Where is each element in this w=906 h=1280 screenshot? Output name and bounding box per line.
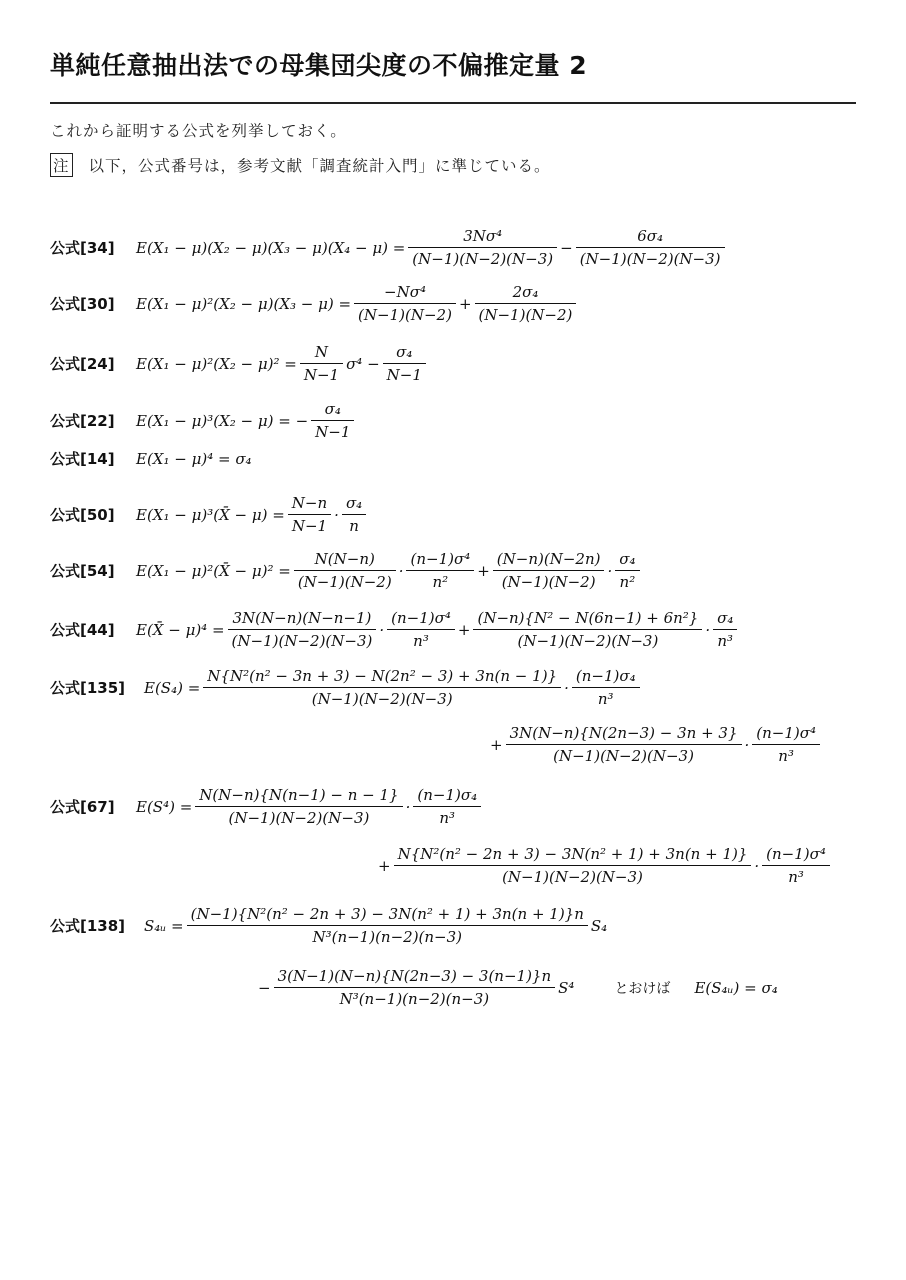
- formula-tail: S⁴: [558, 978, 575, 997]
- fraction-denominator: (N−1)(N−2): [358, 306, 452, 324]
- formula-lhs: E(S₄) =: [144, 678, 201, 697]
- fraction-numerator: 3N(N−n){N(2n−3) − 3n + 3}: [509, 724, 738, 742]
- fraction-denominator: (N−1)(N−2): [501, 573, 596, 591]
- formula-label: 公式[54]: [50, 562, 115, 580]
- formula-lhs: E(X₁ − μ)²(X₂ − μ)² =: [136, 354, 297, 373]
- formula-tail: S₄: [590, 916, 608, 935]
- fraction-denominator: n³: [778, 747, 794, 765]
- note-text: 以下，公式番号は，参考文献「調査統計入門」に準じている。: [88, 157, 551, 175]
- fraction-numerator: (n−1)σ⁴: [391, 609, 451, 627]
- fraction-numerator: 2σ₄: [512, 283, 539, 301]
- fraction: [288, 494, 331, 535]
- fraction-denominator: N−1: [315, 423, 351, 441]
- dot-operator: ·: [744, 735, 750, 754]
- formula-label: 公式[14]: [50, 450, 115, 468]
- fraction-denominator: (N−1)(N−2)(N−3): [579, 250, 721, 268]
- formula-lhs: E(X₁ − μ)²(X̄ − μ)² =: [136, 561, 291, 580]
- fraction: [475, 283, 577, 324]
- fraction: [408, 227, 557, 268]
- fraction-denominator: n³: [788, 868, 804, 886]
- fraction-denominator: n²: [619, 573, 636, 591]
- dot-operator: ·: [564, 678, 569, 697]
- fraction-numerator: 3(N−1)(N−n){N(2n−3) − 3(n−1)}n: [277, 967, 552, 985]
- fraction-denominator: (N−1)(N−2)(N−3): [553, 747, 694, 765]
- fraction-denominator: n³: [439, 809, 456, 827]
- operator: −: [560, 238, 573, 257]
- operator: +: [457, 620, 471, 639]
- fraction: [274, 967, 556, 1008]
- fraction-numerator: N{N²(n² − 2n + 3) − 3N(n² + 1) + 3n(n + 1)}: [397, 845, 748, 863]
- formula-lhs: S₄ᵤ =: [144, 916, 184, 935]
- formula-label: 公式[30]: [50, 295, 115, 313]
- intro-text: これから証明する公式を列挙しておく。: [50, 122, 347, 140]
- operator: +: [458, 294, 472, 313]
- fraction-denominator: N³(n−1)(n−2)(n−3): [339, 990, 490, 1008]
- fraction: [394, 845, 752, 886]
- fraction-denominator: n²: [432, 573, 449, 591]
- fraction: [752, 724, 820, 765]
- formula-row: [50, 550, 643, 591]
- fraction-denominator: (N−1)(N−2): [478, 306, 573, 324]
- fraction: [383, 343, 426, 384]
- formula-row: [50, 343, 429, 384]
- formula-lhs: E(X₁ − μ)³(X̄ − μ) =: [136, 505, 285, 524]
- formula-row: [50, 667, 643, 708]
- fraction-denominator: N³(n−1)(n−2)(n−3): [312, 928, 463, 946]
- fraction: [713, 609, 737, 650]
- fraction: [203, 667, 561, 708]
- fraction-numerator: (N−n)(N−2n): [496, 550, 601, 568]
- formula-lhs: E(X̄ − μ)⁴ =: [136, 620, 225, 639]
- formula-label: 公式[22]: [50, 412, 115, 430]
- fraction-numerator: (n−1)σ₄: [575, 667, 636, 685]
- formula-lhs: E(X₁ − μ)(X₂ − μ)(X₃ − μ)(X₄ − μ) =: [136, 238, 406, 257]
- fraction-numerator: (n−1)σ⁴: [410, 550, 471, 568]
- fraction-numerator: N: [314, 343, 328, 361]
- fraction-denominator: n³: [413, 632, 429, 650]
- dot-operator: ·: [754, 856, 760, 875]
- formula-lhs: E(X₁ − μ)³(X₂ − μ) = −: [136, 411, 309, 430]
- formula-label: 公式[135]: [50, 679, 126, 697]
- formula-row: [50, 494, 369, 535]
- fraction: [311, 400, 354, 441]
- fraction-numerator: (n−1)σ⁴: [766, 845, 826, 863]
- fraction-denominator: N−1: [386, 366, 422, 384]
- fraction-denominator: (N−1)(N−2)(N−3): [228, 809, 370, 827]
- formula-label: 公式[34]: [50, 239, 115, 257]
- dot-operator: ·: [705, 620, 711, 639]
- formula-row: [50, 609, 740, 650]
- dot-operator: ·: [334, 505, 339, 524]
- fraction: [228, 609, 377, 650]
- fraction-numerator: −Nσ⁴: [384, 283, 426, 301]
- fraction-denominator: (N−1)(N−2)(N−3): [517, 632, 659, 650]
- title-divider: [50, 102, 856, 104]
- formula-row: [50, 283, 579, 324]
- fraction-numerator: (N−1){N²(n² − 2n + 3) − 3N(n² + 1) + 3n(n + 1)}n: [190, 905, 584, 923]
- fraction: [187, 905, 588, 946]
- formula-continuation: [490, 724, 823, 765]
- formula-continuation: [258, 967, 778, 1008]
- fraction-numerator: (n−1)σ⁴: [756, 724, 817, 742]
- fraction: [572, 667, 640, 708]
- fraction-numerator: (n−1)σ₄: [417, 786, 478, 804]
- formula-label: 公式[138]: [50, 917, 126, 935]
- operator: −: [258, 978, 271, 997]
- fraction: [354, 283, 456, 324]
- fraction: [473, 609, 702, 650]
- formula-lhs: E(X₁ − μ)²(X₂ − μ)(X₃ − μ) =: [136, 294, 352, 313]
- formula-row: [50, 400, 357, 441]
- fraction: [387, 609, 455, 650]
- fraction-numerator: (N−n){N² − N(6n−1) + 6n²}: [477, 609, 699, 627]
- note-line: [50, 153, 551, 177]
- operator: +: [378, 856, 391, 875]
- formula-label: 公式[67]: [50, 798, 115, 816]
- fraction-denominator: n: [349, 517, 359, 535]
- formula-label: 公式[24]: [50, 355, 115, 373]
- fraction-numerator: 6σ₄: [637, 227, 664, 245]
- formula-row: [50, 227, 728, 268]
- fraction: [762, 845, 830, 886]
- fraction: [493, 550, 605, 591]
- fraction: [294, 550, 396, 591]
- fraction-numerator: N−n: [291, 494, 328, 512]
- operator: +: [477, 561, 490, 580]
- fraction-denominator: (N−1)(N−2)(N−3): [231, 632, 373, 650]
- fraction-numerator: N(N−n): [314, 550, 375, 568]
- fraction-denominator: (N−1)(N−2): [297, 573, 392, 591]
- formula-lhs: E(X₁ − μ)⁴ = σ₄: [136, 449, 252, 468]
- dot-operator: ·: [398, 561, 404, 580]
- fraction-numerator: σ₄: [324, 400, 341, 418]
- fraction: [576, 227, 725, 268]
- formula-result: E(S₄ᵤ) = σ₄: [694, 978, 778, 997]
- fraction-denominator: N−1: [303, 366, 340, 384]
- fraction-numerator: σ₄: [345, 494, 363, 512]
- formula-row: [50, 786, 484, 827]
- fraction-denominator: N−1: [291, 517, 328, 535]
- dot-operator: ·: [405, 797, 411, 816]
- dot-operator: ·: [379, 620, 385, 639]
- condition-text: とおけば: [614, 980, 671, 997]
- formula-row: [50, 905, 607, 946]
- fraction-numerator: 3Nσ⁴: [463, 227, 503, 245]
- operator: +: [490, 735, 503, 754]
- formula-row: [50, 448, 252, 469]
- formula-lhs: E(S⁴) =: [136, 797, 193, 816]
- fraction-denominator: n³: [597, 690, 614, 708]
- fraction-denominator: (N−1)(N−2)(N−3): [412, 250, 554, 268]
- page-title: 単純任意抽出法での母集団尖度の不偏推定量 2: [50, 51, 588, 80]
- note-box: 注: [50, 153, 73, 177]
- fraction: [506, 724, 742, 765]
- fraction-numerator: N(N−n){N(n−1) − n − 1}: [199, 786, 399, 804]
- fraction-numerator: σ₄: [396, 343, 413, 361]
- formula-continuation: [378, 845, 833, 886]
- fraction: [300, 343, 343, 384]
- fraction-numerator: N{N²(n² − 3n + 3) − N(2n² − 3) + 3n(n − 1)}: [207, 667, 558, 685]
- fraction: [342, 494, 366, 535]
- formula-label: 公式[50]: [50, 506, 115, 524]
- fraction-numerator: σ₄: [619, 550, 636, 568]
- fraction-numerator: σ₄: [717, 609, 734, 627]
- fraction-denominator: n³: [717, 632, 734, 650]
- fraction-denominator: (N−1)(N−2)(N−3): [311, 690, 453, 708]
- fraction-denominator: (N−1)(N−2)(N−3): [502, 868, 643, 886]
- fraction-numerator: 3N(N−n)(N−n−1): [232, 609, 372, 627]
- formula-mid: σ⁴ −: [346, 354, 380, 373]
- dot-operator: ·: [607, 561, 613, 580]
- fraction: [406, 550, 474, 591]
- fraction: [615, 550, 639, 591]
- fraction: [413, 786, 481, 827]
- fraction: [195, 786, 402, 827]
- formula-label: 公式[44]: [50, 621, 115, 639]
